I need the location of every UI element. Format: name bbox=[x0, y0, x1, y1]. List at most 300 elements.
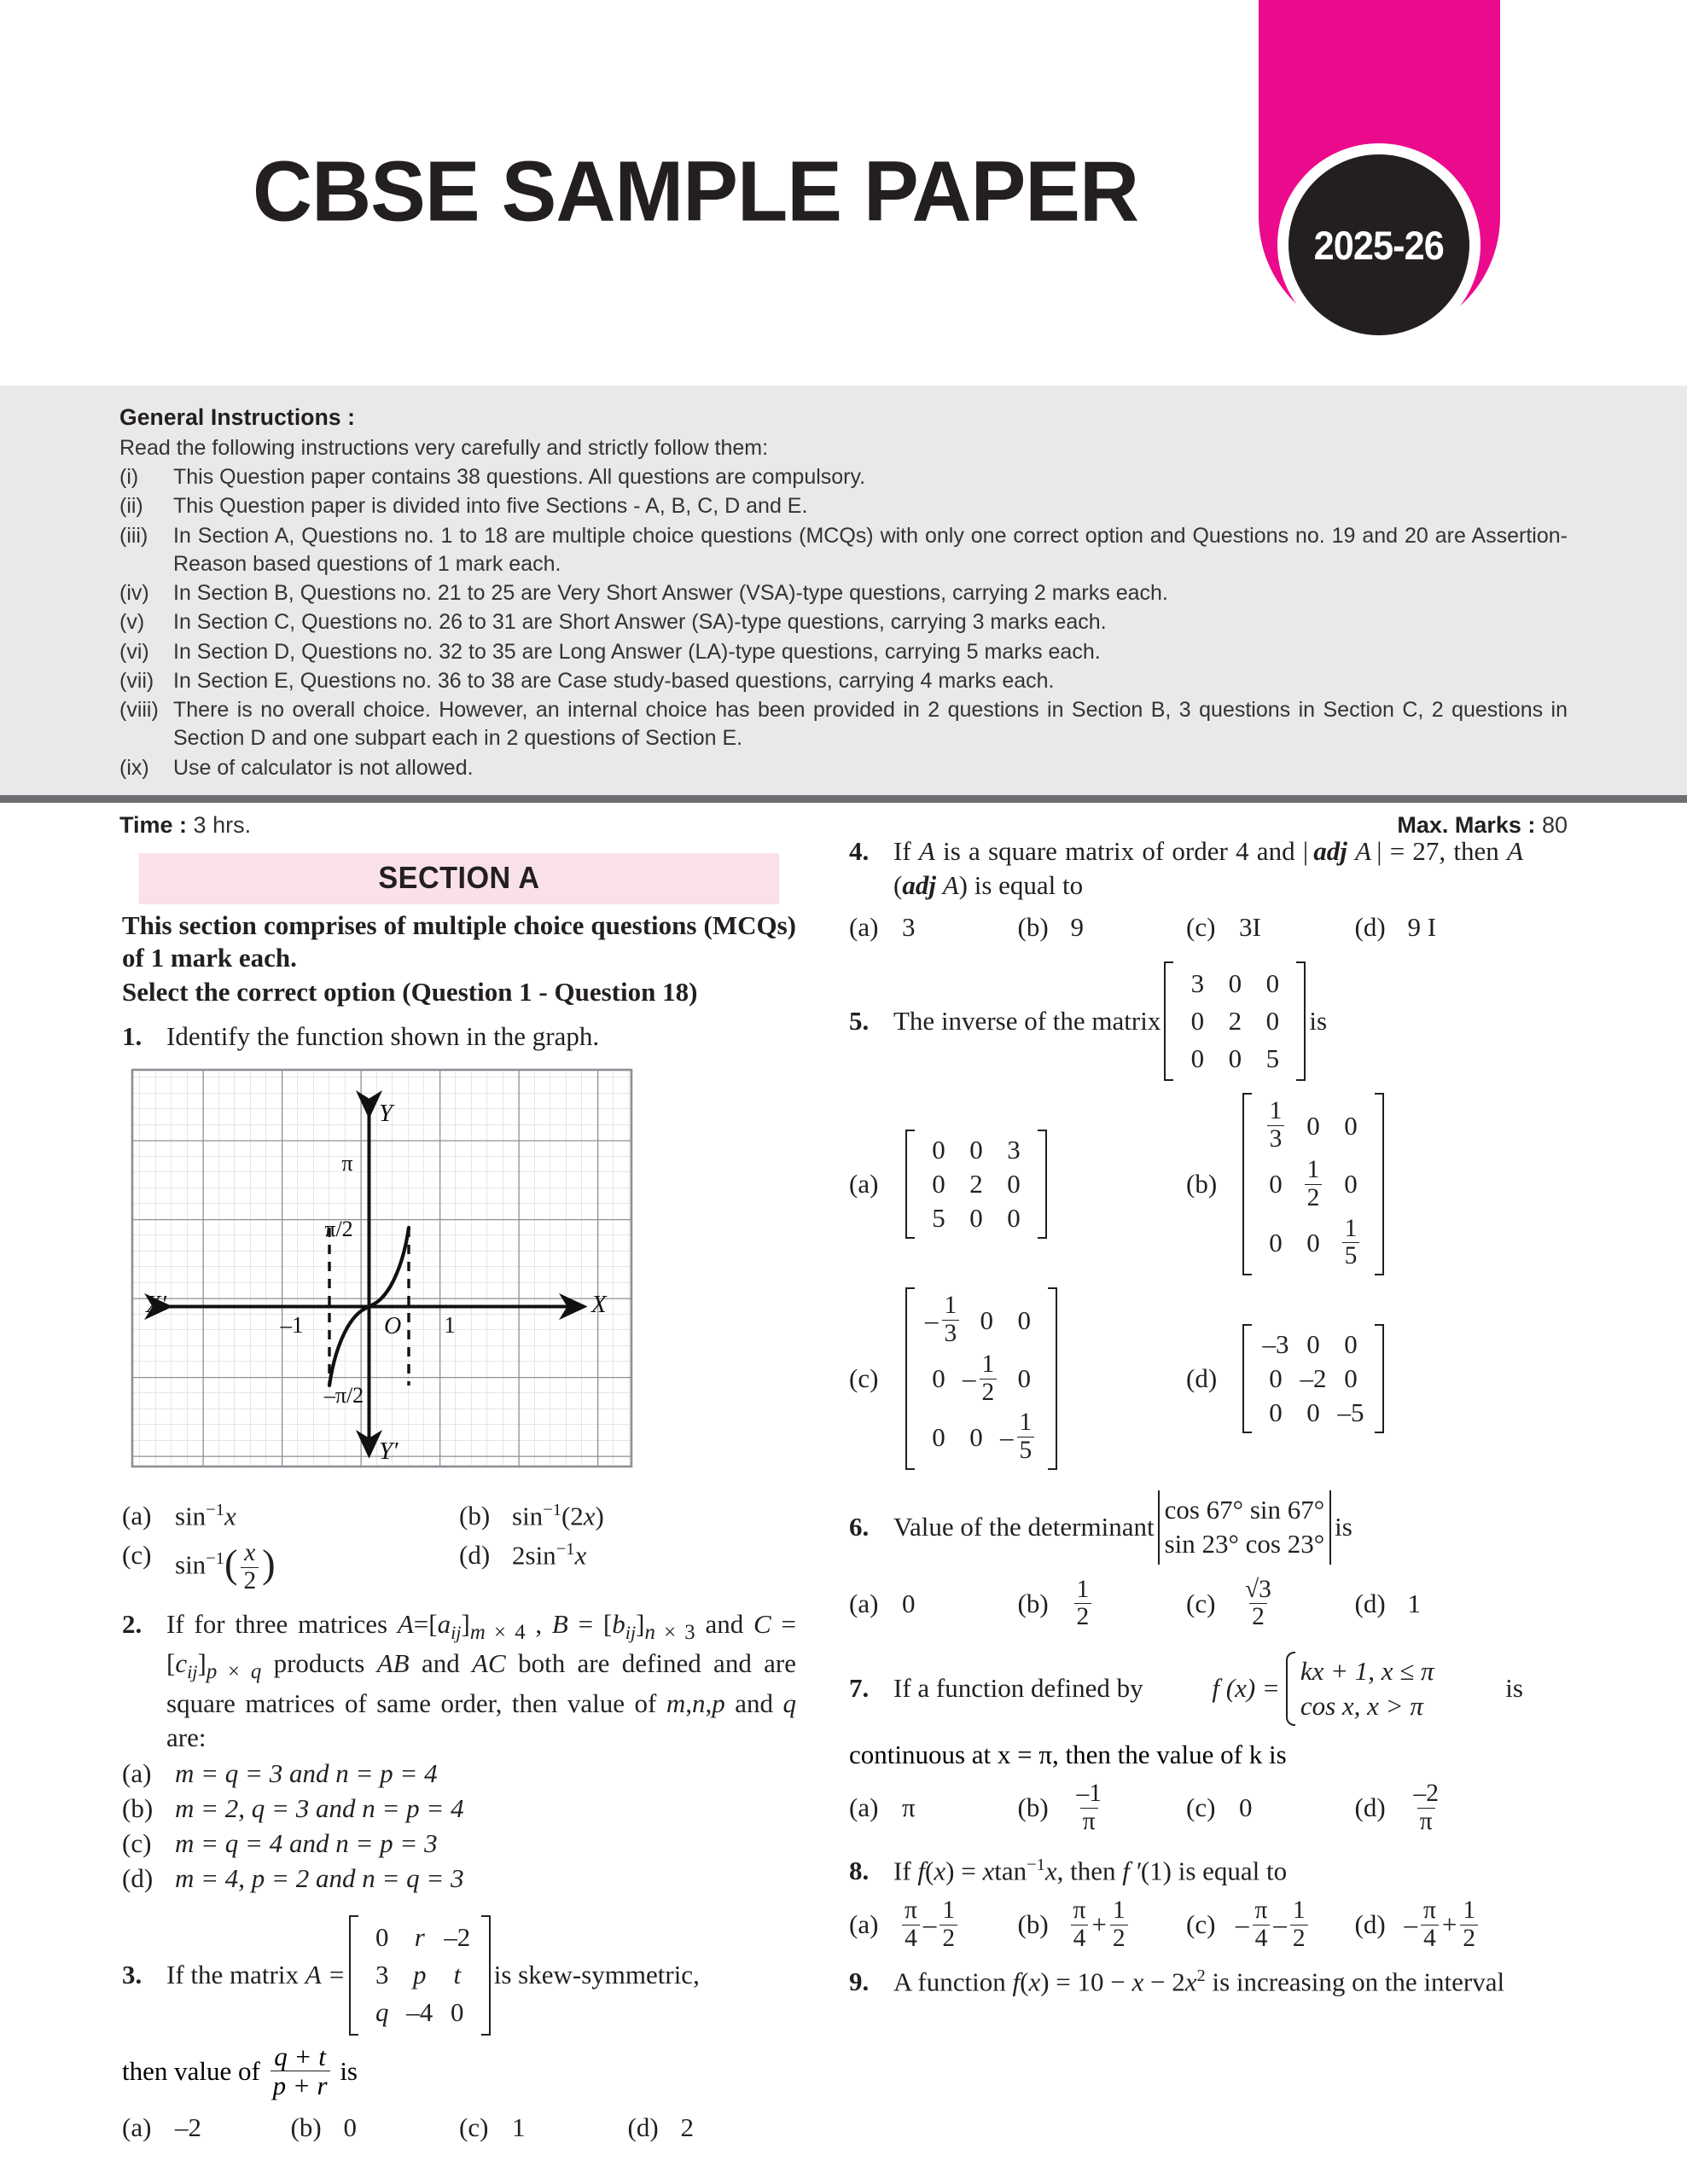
instruction-item bbox=[119, 522, 1568, 579]
x-axis-label: X bbox=[591, 1290, 607, 1318]
bracket-right-icon bbox=[1296, 961, 1306, 1082]
instruction-number: (ii) bbox=[119, 494, 143, 519]
option-b-text: 9 bbox=[1070, 911, 1084, 942]
option-d[interactable] bbox=[122, 1862, 796, 1896]
option-d-text: 1 bbox=[1407, 1588, 1421, 1618]
y-axis-neg-label: Y′ bbox=[379, 1437, 398, 1465]
question-number: 3. bbox=[122, 1960, 143, 1990]
matrix-cell: 0 bbox=[1265, 967, 1280, 998]
option-a[interactable] bbox=[122, 1501, 459, 1531]
fraction-numerator: π bbox=[1254, 1896, 1268, 1925]
option-d[interactable] bbox=[1355, 1577, 1524, 1632]
q3-fraction bbox=[271, 2042, 330, 2100]
page-header bbox=[0, 0, 1687, 386]
fraction-numerator: 1 bbox=[942, 1896, 956, 1925]
option-c[interactable] bbox=[1186, 1780, 1355, 1836]
option-b[interactable] bbox=[122, 1792, 796, 1827]
matrix-cell: 0 bbox=[1265, 1005, 1280, 1036]
question-text bbox=[166, 1915, 796, 2036]
fraction-denominator: 2 bbox=[939, 1925, 957, 1953]
option-c[interactable] bbox=[122, 1540, 459, 1595]
question-4 bbox=[849, 834, 1523, 903]
option-b-text: m = 2, q = 3 and n = p = 4 bbox=[175, 1793, 464, 1823]
option-label-a: (a) bbox=[849, 911, 879, 942]
option-d-text: m = 4, p = 2 and n = q = 3 bbox=[175, 1862, 464, 1893]
matrix-cell: $\frac{1}{5}$ bbox=[1332, 1214, 1370, 1273]
page-title: CBSE SAMPLE PAPER bbox=[253, 143, 1139, 240]
option-c-text: 1 bbox=[512, 2111, 526, 2142]
matrix-cell: r bbox=[414, 1921, 425, 1952]
matrix-cell: 0 bbox=[932, 1135, 945, 1165]
option-d-matrix bbox=[1242, 1324, 1384, 1433]
instruction-text: In Section E, Questions no. 36 to 38 are Case study-based questions, carrying 4 marks each. bbox=[173, 668, 1055, 693]
matrix-cell: 0 bbox=[1344, 1329, 1358, 1360]
question-3-options bbox=[122, 2112, 796, 2143]
matrix-cell: 0 bbox=[1306, 1110, 1320, 1141]
option-d-text: 9 I bbox=[1407, 911, 1437, 942]
fraction-denominator: 4 bbox=[1253, 1925, 1271, 1953]
q5-pre: The inverse of the matrix bbox=[893, 1005, 1161, 1036]
badge-year-label: 2025-26 bbox=[1313, 222, 1445, 268]
instruction-text: In Section C, Questions no. 26 to 31 are Short Answer (SA)-type questions, carrying 3 marks each. bbox=[173, 610, 1107, 635]
option-label-a: (a) bbox=[849, 1909, 879, 1940]
matrix-cell: q bbox=[375, 1997, 389, 2028]
option-d[interactable] bbox=[1355, 1780, 1524, 1836]
case-2: cos x, x > π bbox=[1300, 1690, 1423, 1721]
option-d[interactable] bbox=[1186, 1324, 1523, 1433]
option-label-b: (b) bbox=[1186, 1169, 1218, 1199]
matrix-cell: 2 bbox=[969, 1169, 983, 1199]
section-a-band: SECTION A bbox=[139, 853, 780, 904]
question-text: If A is a square matrix of order 4 and | adj A | = 27, then A (adj A) is equal to bbox=[893, 836, 1523, 901]
matrix-cell: 0 bbox=[1017, 1363, 1031, 1394]
option-label-d: (d) bbox=[122, 1862, 154, 1893]
option-b-frac1 bbox=[1071, 1897, 1089, 1953]
matrix-cell: –2 bbox=[1300, 1363, 1327, 1394]
option-d[interactable] bbox=[1355, 912, 1524, 943]
question-6-options bbox=[849, 1577, 1523, 1632]
matrix-cell: $\frac{1}{3}$ bbox=[1257, 1096, 1294, 1155]
fraction-numerator: 1 bbox=[1463, 1896, 1476, 1925]
option-c[interactable] bbox=[1186, 1897, 1355, 1953]
option-a-operator: – bbox=[922, 1909, 937, 1940]
option-c-text: 3I bbox=[1239, 911, 1261, 942]
left-column bbox=[122, 853, 796, 2143]
matrix-cell: 0 bbox=[932, 1363, 945, 1394]
q7-post: is bbox=[1505, 1673, 1523, 1704]
option-b-fraction bbox=[1074, 1577, 1092, 1632]
fraction-denominator: p + r bbox=[271, 2071, 330, 2100]
option-b[interactable] bbox=[1018, 1897, 1187, 1953]
option-a[interactable] bbox=[849, 1130, 1186, 1239]
question-number: 5. bbox=[849, 1005, 870, 1036]
option-b-fraction bbox=[1074, 1780, 1104, 1836]
question-6 bbox=[849, 1490, 1523, 1565]
matrix-cell: 3 bbox=[1007, 1135, 1021, 1165]
instruction-number: (v) bbox=[119, 610, 145, 635]
fraction-denominator: 2 bbox=[1249, 1603, 1267, 1631]
option-c[interactable] bbox=[459, 2112, 628, 2143]
option-c-frac1 bbox=[1253, 1897, 1271, 1953]
fraction-denominator: π bbox=[1417, 1808, 1435, 1836]
matrix-cell: 0 bbox=[1007, 1169, 1021, 1199]
q3-line2-post: is bbox=[340, 2055, 358, 2086]
question-3-line2 bbox=[122, 2042, 796, 2100]
matrix-cell: 0 bbox=[375, 1921, 389, 1952]
option-c-operator: – bbox=[1273, 1909, 1287, 1940]
fraction-denominator: 2 bbox=[1074, 1603, 1092, 1631]
matrix-cell: 0 bbox=[932, 1421, 945, 1452]
instruction-item bbox=[119, 638, 1568, 666]
matrix-cell: –2 bbox=[444, 1921, 471, 1952]
option-label-c: (c) bbox=[1186, 1588, 1216, 1618]
option-a-frac1 bbox=[902, 1897, 920, 1953]
bracket-left-icon bbox=[1164, 961, 1173, 1082]
fraction-denominator: 2 bbox=[1110, 1925, 1128, 1953]
fraction-denominator: 2 bbox=[1460, 1925, 1478, 1953]
question-4-options bbox=[849, 912, 1523, 943]
bracket-right-icon bbox=[1375, 1093, 1384, 1275]
question-text bbox=[893, 961, 1523, 1082]
option-a-text: m = q = 3 and n = p = 4 bbox=[175, 1758, 438, 1789]
instruction-item bbox=[119, 492, 1568, 520]
matrix-cell: – $\frac{1}{3}$ bbox=[920, 1291, 968, 1350]
q7-line2-text: continuous at x = π, then the value of k is bbox=[849, 1739, 1287, 1769]
option-c-fraction bbox=[1242, 1577, 1274, 1632]
y-tick-neg-pi-half: –π/2 bbox=[323, 1382, 364, 1408]
bracket-left-icon bbox=[905, 1130, 915, 1239]
instruction-number: (i) bbox=[119, 465, 139, 489]
option-b-matrix bbox=[1242, 1093, 1384, 1275]
option-label-a: (a) bbox=[122, 1500, 152, 1531]
option-d-fraction bbox=[1411, 1780, 1441, 1836]
matrix-cell: 0 bbox=[1306, 1227, 1320, 1258]
q6-determinant bbox=[1158, 1490, 1332, 1565]
option-d[interactable] bbox=[459, 1540, 796, 1595]
option-label-c: (c) bbox=[1186, 1909, 1216, 1940]
fraction-denominator: 4 bbox=[902, 1925, 920, 1953]
matrix-cell: 5 bbox=[1265, 1043, 1280, 1074]
q3-post: is skew-symmetric, bbox=[493, 1960, 700, 1990]
det-cell: sin 67° bbox=[1249, 1495, 1325, 1525]
matrix-cell: 0 bbox=[1269, 1169, 1283, 1199]
matrix-cell: 0 bbox=[1306, 1397, 1320, 1428]
bracket-left-icon bbox=[905, 1287, 915, 1470]
option-label-d: (d) bbox=[1354, 911, 1386, 942]
option-label-d: (d) bbox=[1354, 1792, 1386, 1823]
matrix-cell: – $\frac{1}{2}$ bbox=[957, 1350, 1005, 1409]
fraction-numerator: π bbox=[905, 1896, 917, 1925]
det-cell: cos 23° bbox=[1245, 1529, 1325, 1560]
option-label-b: (b) bbox=[1017, 1792, 1049, 1823]
option-d-operator: + bbox=[1441, 1909, 1457, 1940]
matrix-cell: 0 bbox=[932, 1169, 945, 1199]
instruction-text: In Section B, Questions no. 21 to 25 are Very Short Answer (VSA)-type questions, carrying 2 marks each. bbox=[173, 581, 1168, 605]
y-axis-label: Y bbox=[379, 1099, 393, 1127]
section-a-select-line: Select the correct option (Question 1 - Question 18) bbox=[122, 976, 698, 1007]
question-text bbox=[893, 1652, 1523, 1726]
option-b[interactable] bbox=[1018, 1577, 1187, 1632]
option-c-frac2 bbox=[1290, 1897, 1308, 1953]
option-label-a: (a) bbox=[849, 1169, 879, 1199]
question-8 bbox=[849, 1854, 1523, 1889]
option-label-a: (a) bbox=[122, 1758, 152, 1789]
fraction-numerator: 1 bbox=[1076, 1575, 1090, 1603]
question-number: 4. bbox=[849, 836, 870, 866]
option-c[interactable] bbox=[122, 1827, 796, 1862]
q7-pre: If a function defined by bbox=[893, 1673, 1143, 1704]
y-tick-pi: π bbox=[341, 1150, 353, 1176]
option-c-text: 0 bbox=[1239, 1792, 1253, 1823]
option-label-d: (d) bbox=[1354, 1588, 1386, 1618]
option-a[interactable] bbox=[849, 1780, 1018, 1836]
case-1: kx + 1, x ≤ π bbox=[1300, 1656, 1434, 1687]
option-a[interactable] bbox=[122, 1757, 796, 1792]
matrix-cell: 0 bbox=[1228, 1043, 1242, 1074]
q3-matrix bbox=[349, 1915, 491, 2036]
x-tick-neg1: –1 bbox=[280, 1311, 304, 1338]
arcsin-graph-svg bbox=[124, 1061, 653, 1488]
option-label-b: (b) bbox=[1017, 1909, 1049, 1940]
matrix-cell: – $\frac{1}{5}$ bbox=[995, 1408, 1043, 1467]
option-c-matrix bbox=[905, 1287, 1057, 1470]
instructions-lead: Read the following instructions very carefully and strictly follow them: bbox=[119, 436, 769, 460]
instruction-text: This Question paper contains 38 questions. All questions are compulsory. bbox=[173, 465, 866, 489]
q3-pre: If the matrix bbox=[166, 1960, 299, 1990]
question-7 bbox=[849, 1652, 1523, 1726]
option-label-d: (d) bbox=[1186, 1363, 1218, 1394]
q7-cases bbox=[1283, 1652, 1434, 1726]
instruction-item bbox=[119, 696, 1568, 753]
option-label-b: (b) bbox=[1017, 1588, 1049, 1618]
instruction-text: In Section A, Questions no. 1 to 18 are multiple choice questions (MCQs) with only one correct option and Questions no. 19 and 20 are Assertion-Reason based questions of 1 mark each. bbox=[173, 523, 1568, 576]
option-c[interactable] bbox=[1186, 912, 1355, 943]
question-5-options-row1 bbox=[849, 1093, 1523, 1275]
q6-post: is bbox=[1335, 1512, 1353, 1542]
question-2 bbox=[122, 1607, 796, 1755]
matrix-cell: 0 bbox=[969, 1135, 983, 1165]
marks-value: 80 bbox=[1541, 812, 1568, 838]
q6-pre: Value of the determinant bbox=[893, 1512, 1155, 1542]
bracket-left-icon bbox=[349, 1915, 358, 2036]
year-badge bbox=[1289, 154, 1469, 335]
question-text: If for three matrices $A=[a_{ij}]_{m \times 4}$ , $B = [b_{ij}]_{n \times 3}$ and $C = [c_{ij}]_{p \times q}$ products AB and AC both are defined and are square matrices of same order, then value of m,n,p and q are: bbox=[166, 1608, 797, 1752]
question-7-line2 bbox=[849, 1740, 1523, 1770]
matrix-cell: p bbox=[413, 1960, 427, 1990]
question-1 bbox=[122, 1019, 796, 1054]
fraction-numerator: π bbox=[1073, 1896, 1086, 1925]
option-label-c: (c) bbox=[122, 1827, 152, 1858]
instruction-number: (iii) bbox=[119, 523, 148, 548]
matrix-cell: 0 bbox=[1017, 1304, 1031, 1335]
bracket-right-icon bbox=[1375, 1324, 1384, 1433]
origin-label: O bbox=[384, 1312, 402, 1339]
q7-fx: f (x) = bbox=[1212, 1673, 1280, 1704]
option-d[interactable] bbox=[628, 2112, 797, 2143]
matrix-cell: 0 bbox=[980, 1304, 993, 1335]
question-7-options bbox=[849, 1780, 1523, 1836]
option-a[interactable] bbox=[122, 2112, 291, 2143]
option-a[interactable] bbox=[849, 1577, 1018, 1632]
matrix-cell: 0 bbox=[1190, 1005, 1205, 1036]
bracket-left-icon bbox=[1242, 1093, 1252, 1275]
matrix-cell: 2 bbox=[1228, 1005, 1242, 1036]
fraction-denominator: 2 bbox=[1290, 1925, 1308, 1953]
x-tick-1: 1 bbox=[444, 1311, 456, 1338]
matrix-cell: $\frac{1}{2}$ bbox=[1294, 1155, 1332, 1214]
matrix-cell: 0 bbox=[969, 1421, 983, 1452]
option-label-b: (b) bbox=[122, 1793, 154, 1823]
option-c-text: $\sin^{-1}$( $\frac{x}{2}$ ) bbox=[175, 1539, 276, 1594]
option-label-d: (d) bbox=[627, 2111, 659, 2142]
y-tick-pi-half: π/2 bbox=[324, 1216, 353, 1241]
section-a-intro: This section comprises of multiple choice questions (MCQs) of 1 mark each. bbox=[122, 910, 796, 973]
option-label-b: (b) bbox=[1017, 911, 1049, 942]
instruction-item bbox=[119, 579, 1568, 607]
fraction-numerator: 1 bbox=[1112, 1896, 1126, 1925]
option-b[interactable] bbox=[291, 2112, 460, 2143]
option-b[interactable] bbox=[1018, 912, 1187, 943]
question-9 bbox=[849, 1965, 1523, 2000]
matrix-cell: 3 bbox=[1190, 967, 1205, 998]
question-5-options-row2 bbox=[849, 1287, 1523, 1470]
question-number: 2. bbox=[122, 1608, 143, 1639]
option-d[interactable] bbox=[1355, 1897, 1524, 1953]
option-label-d: (d) bbox=[1354, 1909, 1386, 1940]
instruction-number: (ix) bbox=[119, 755, 149, 780]
option-d-text: $2\sin^{-1}x$ bbox=[512, 1540, 587, 1571]
bracket-right-icon bbox=[1038, 1130, 1047, 1239]
question-text bbox=[893, 1490, 1523, 1565]
option-a-text: π bbox=[902, 1792, 916, 1823]
marks-label: Max. Marks : bbox=[1397, 812, 1536, 838]
option-b[interactable] bbox=[459, 1501, 796, 1531]
option-b-frac2 bbox=[1110, 1897, 1128, 1953]
option-a-text: $\sin^{-1}x$ bbox=[175, 1500, 236, 1531]
fraction-numerator: –1 bbox=[1076, 1779, 1102, 1807]
right-column bbox=[849, 834, 1523, 1999]
bracket-right-icon bbox=[1048, 1287, 1057, 1470]
question-number: 9. bbox=[849, 1966, 870, 1996]
fraction-denominator: π bbox=[1080, 1808, 1098, 1836]
option-c-text: m = q = 4 and n = p = 3 bbox=[175, 1827, 438, 1858]
fraction-denominator: 4 bbox=[1071, 1925, 1089, 1953]
option-b[interactable] bbox=[1018, 1780, 1187, 1836]
question-text: If f(x) = xtan$^{-1}$x, then f ′(1) is equal to bbox=[893, 1856, 1288, 1886]
instruction-item bbox=[119, 754, 1568, 782]
matrix-cell: –3 bbox=[1262, 1329, 1289, 1360]
time-field bbox=[119, 812, 251, 839]
instruction-text: There is no overall choice. However, an internal choice has been provided in 2 questions in Section B, 3 questions in Section C, 2 questions in Section D and one subpart each in 2 questions of Section E. bbox=[173, 698, 1568, 751]
fraction-numerator: π bbox=[1423, 1896, 1436, 1925]
option-c[interactable] bbox=[1186, 1577, 1355, 1632]
option-a[interactable] bbox=[849, 1897, 1018, 1953]
instruction-item bbox=[119, 667, 1568, 695]
matrix-cell: 0 bbox=[969, 1203, 983, 1234]
fraction-numerator: q + t bbox=[274, 2041, 326, 2071]
instruction-item bbox=[119, 608, 1568, 636]
question-text: Identify the function shown in the graph. bbox=[166, 1021, 600, 1052]
matrix-cell: 0 bbox=[1190, 1043, 1205, 1074]
question-number: 8. bbox=[849, 1856, 870, 1886]
question-1-options-row1 bbox=[122, 1501, 796, 1531]
option-label-c: (c) bbox=[459, 2111, 489, 2142]
option-c[interactable] bbox=[849, 1287, 1186, 1470]
option-a-frac2 bbox=[939, 1897, 957, 1953]
option-a[interactable] bbox=[849, 912, 1018, 943]
left-brace-icon bbox=[1283, 1652, 1294, 1726]
instruction-text: Use of calculator is not allowed. bbox=[173, 755, 474, 780]
fraction-denominator: 4 bbox=[1421, 1925, 1439, 1953]
option-label-c: (c) bbox=[1186, 1792, 1216, 1823]
option-a-text: –2 bbox=[175, 2111, 201, 2142]
question-1-graph bbox=[124, 1061, 796, 1492]
option-label-a: (a) bbox=[849, 1588, 879, 1618]
option-label-b: (b) bbox=[290, 2111, 322, 2142]
option-label-c: (c) bbox=[122, 1540, 152, 1571]
question-number: 1. bbox=[122, 1021, 143, 1052]
option-b-operator: + bbox=[1091, 1909, 1107, 1940]
question-number: 7. bbox=[849, 1673, 870, 1704]
question-text: A function $f(x) = 10 - x - 2x^2$ is increasing on the interval bbox=[893, 1966, 1505, 1996]
matrix-cell: 0 bbox=[1228, 967, 1242, 998]
x-axis-neg-label: X′ bbox=[146, 1290, 167, 1318]
option-b-text: $\sin^{-1}(2x)$ bbox=[512, 1500, 604, 1531]
option-label-c: (c) bbox=[1186, 911, 1216, 942]
fraction-numerator: 1 bbox=[1292, 1896, 1306, 1925]
q5-post: is bbox=[1309, 1005, 1328, 1036]
matrix-cell: 0 bbox=[451, 1997, 464, 2028]
time-value: 3 hrs. bbox=[193, 812, 252, 838]
option-label-b: (b) bbox=[459, 1500, 491, 1531]
matrix-cell: 0 bbox=[1269, 1363, 1283, 1394]
option-label-d: (d) bbox=[459, 1540, 491, 1571]
matrix-cell: 0 bbox=[1007, 1203, 1021, 1234]
bracket-left-icon bbox=[1242, 1324, 1252, 1433]
question-8-options bbox=[849, 1897, 1523, 1953]
matrix-cell: 5 bbox=[932, 1203, 945, 1234]
question-1-options-row2 bbox=[122, 1540, 796, 1595]
instruction-text: In Section D, Questions no. 32 to 35 are Long Answer (LA)-type questions, carrying 5 marks each. bbox=[173, 639, 1101, 664]
time-label: Time : bbox=[119, 812, 188, 838]
instruction-text: This Question paper is divided into five Sections - A, B, C, D and E. bbox=[173, 494, 808, 519]
question-5 bbox=[849, 961, 1523, 1082]
bracket-right-icon bbox=[481, 1915, 491, 2036]
option-b[interactable] bbox=[1186, 1093, 1523, 1275]
det-cell: cos 67° bbox=[1164, 1495, 1244, 1525]
matrix-cell: t bbox=[453, 1960, 462, 1990]
matrix-cell: 0 bbox=[1344, 1110, 1358, 1141]
option-a-matrix bbox=[905, 1130, 1047, 1239]
q5-matrix bbox=[1164, 961, 1306, 1082]
option-d-text: 2 bbox=[680, 2111, 694, 2142]
fraction-numerator: √3 bbox=[1245, 1575, 1271, 1603]
option-c-lead: – bbox=[1236, 1909, 1249, 1940]
fraction-numerator: –2 bbox=[1413, 1779, 1439, 1807]
matrix-cell: –4 bbox=[406, 1997, 433, 2028]
instruction-number: (iv) bbox=[119, 581, 149, 605]
matrix-cell: 0 bbox=[1344, 1169, 1358, 1199]
matrix-cell: 3 bbox=[375, 1960, 389, 1990]
matrix-cell: 0 bbox=[1306, 1329, 1320, 1360]
option-label-a: (a) bbox=[849, 1792, 879, 1823]
matrix-cell: 0 bbox=[1269, 1397, 1283, 1428]
option-a-text: 0 bbox=[902, 1588, 916, 1618]
det-cell: sin 23° bbox=[1164, 1529, 1239, 1560]
det-bar-right-icon bbox=[1329, 1490, 1331, 1565]
general-instructions-box bbox=[0, 386, 1687, 803]
question-number: 6. bbox=[849, 1512, 870, 1542]
